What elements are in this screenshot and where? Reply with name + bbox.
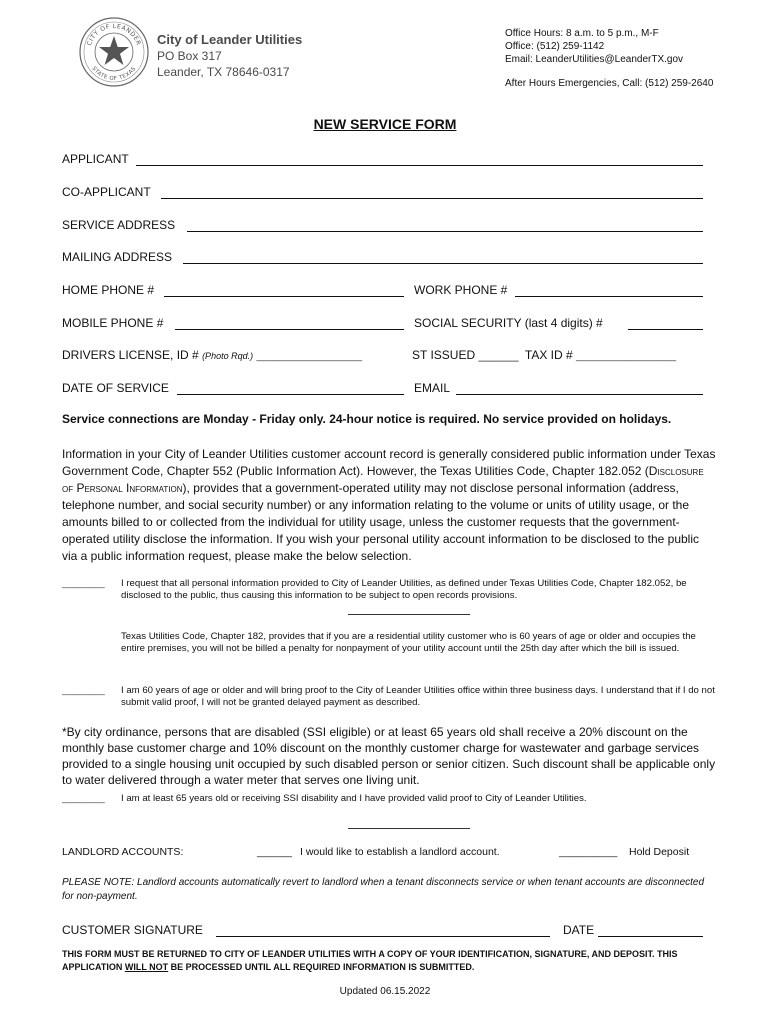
home-phone-field[interactable] — [164, 296, 404, 297]
applicant-label: APPLICANT — [62, 152, 129, 166]
applicant-field[interactable] — [136, 165, 703, 166]
co-applicant-label: CO-APPLICANT — [62, 185, 151, 199]
age-60-blank[interactable]: ________ — [62, 685, 105, 696]
service-address-label: SERVICE ADDRESS — [62, 218, 176, 232]
signature-date-label: DATE — [563, 923, 595, 937]
will-not-emphasis: WILL NOT — [124, 962, 169, 972]
disclosure-info-paragraph — [62, 446, 717, 565]
work-phone-field[interactable] — [515, 296, 703, 297]
org-address-block — [157, 32, 302, 80]
svg-text:CITY OF LEANDER: CITY OF LEANDER — [85, 22, 143, 47]
service-notice: Service connections are Monday - Friday only. 24-hour notice is required. No service provided on holidays. — [62, 412, 672, 426]
return-text-2: BE PROCESSED UNTIL ALL REQUIRED INFORMATION IS SUBMITTED. — [168, 962, 475, 972]
co-applicant-field[interactable] — [161, 198, 703, 199]
email-label: EMAIL — [414, 381, 451, 395]
code-182-text: Texas Utilities Code, Chapter 182, provides that if you are a residential utility customer who is 60 years of age or older and occupies the entire premises, you will not be billed a penalty for nonpayment of your utility account until the 25th day after which the bill is issued. — [121, 631, 696, 654]
disclose-option-text: I request that all personal information provided to City of Leander Utilities, as defined under Texas Utilities Code, Chapter 182.052, be disclosed to the public, thus causing this information to be subject to open records provisions. — [121, 578, 687, 601]
svg-text:STATE OF TEXAS: STATE OF TEXAS — [90, 65, 138, 83]
form-title: NEW SERVICE FORM — [313, 116, 457, 132]
signature-field[interactable] — [216, 936, 550, 937]
drivers-license-row — [62, 348, 362, 364]
city-seal-logo — [78, 16, 150, 88]
st-issued-label: ST ISSUED — [412, 348, 476, 362]
org-name: City of Leander Utilities — [157, 32, 303, 47]
date-of-service-label: DATE OF SERVICE — [62, 381, 169, 395]
st-issued-row — [412, 348, 676, 364]
mailing-address-label: MAILING ADDRESS — [62, 250, 173, 264]
separator-line — [348, 828, 470, 829]
work-phone-label: WORK PHONE # — [414, 283, 508, 297]
drivers-license-label: DRIVERS LICENSE, ID # — [62, 348, 199, 362]
service-address-field[interactable] — [187, 231, 703, 232]
mobile-phone-label: MOBILE PHONE # — [62, 316, 164, 330]
tax-id-field[interactable]: __________________ — [576, 351, 677, 362]
hold-deposit-label: Hold Deposit — [629, 846, 690, 858]
tax-id-label: TAX ID # — [524, 348, 573, 362]
signature-label: CUSTOMER SIGNATURE — [62, 923, 203, 937]
info-text-2: ), provides that a government-operated utility may not disclose personal information (address, telephone number, and social security number) or any information relating to the volume or units of utility usage, or the amounts billed to or collected from the individual for utility usage, unless the customer requests that the government-operated utility disclose the information. If you wish your personal utility account information to be disclosed to the public via a public information request, please make the below selection. — [62, 481, 700, 563]
st-issued-field[interactable]: ______ — [478, 348, 519, 362]
hold-deposit-blank[interactable]: __________ — [559, 846, 618, 858]
age-65-option-text: I am at least 65 years old or receiving SSI disability and I have provided valid proof to City of Leander Utilities. — [121, 793, 587, 804]
ordinance-paragraph: *By city ordinance, persons that are disabled (SSI eligible) or at least 65 years old shall receive a 20% discount on the monthly base customer charge and 10% discount on the monthly customer charge for wastewater and garbage services provided to a single housing unit occupied by such disabled person or senior citizen. Such discount shall be applicable only to water delivered through a water meter that serves one living unit. — [62, 725, 716, 787]
landlord-accounts-label: LANDLORD ACCOUNTS: — [62, 846, 184, 858]
info-small-caps: Disclosure of Personal Information — [62, 464, 704, 495]
info-text-1: Information in your City of Leander Utilities customer account record is generally considered public information under Texas Government Code, Chapter 552 (Public Information Act). However, the Texas Utilities Code, Chapter 182.052 ( — [62, 447, 716, 478]
mobile-phone-field[interactable] — [175, 329, 404, 330]
home-phone-label: HOME PHONE # — [62, 283, 155, 297]
updated-date: Updated 06.15.2022 — [339, 986, 431, 997]
disclose-blank[interactable]: ________ — [62, 578, 105, 589]
landlord-note: PLEASE NOTE: Landlord accounts automatically revert to landlord when a tenant disconnects service or when tenant accounts are disconnected for non-payment. — [62, 877, 705, 902]
drivers-license-field[interactable]: ___________________ — [256, 351, 363, 362]
office-phone: Office: (512) 259-1142 — [505, 41, 605, 52]
return-instructions — [62, 948, 712, 974]
landlord-blank[interactable]: ______ — [257, 846, 293, 858]
date-of-service-field[interactable] — [177, 394, 404, 395]
office-info — [505, 27, 713, 90]
age-65-blank[interactable]: ________ — [62, 793, 105, 804]
after-hours-phone: After Hours Emergencies, Call: (512) 259-2640 — [505, 78, 714, 89]
landlord-establish-text: I would like to establish a landlord account. — [300, 846, 500, 858]
signature-date-field[interactable] — [598, 936, 703, 937]
ssn-field[interactable] — [628, 329, 703, 330]
email-field[interactable] — [456, 394, 703, 395]
separator-line — [348, 614, 470, 615]
photo-required-note: (Photo Rqd.) — [202, 351, 254, 361]
ssn-label: SOCIAL SECURITY (last 4 digits) # — [414, 316, 603, 330]
office-email: Email: LeanderUtilities@LeanderTX.gov — [505, 54, 684, 65]
mailing-address-field[interactable] — [183, 263, 703, 264]
po-box: PO Box 317 — [157, 49, 222, 63]
office-hours: Office Hours: 8 a.m. to 5 p.m., M-F — [505, 28, 659, 39]
age-60-option-text: I am 60 years of age or older and will bring proof to the City of Leander Utilities office within three business days. I understand that if I do not submit valid proof, I will not be granted delayed payment as described. — [121, 685, 715, 708]
return-text-1: THIS FORM MUST BE RETURNED TO CITY OF LEANDER UTILITIES WITH A COPY OF YOUR IDENTIFICATION, SIGNATURE, AND DEPOSIT. THIS APPLICATION — [62, 949, 678, 972]
city-line: Leander, TX 78646-0317 — [157, 65, 290, 79]
